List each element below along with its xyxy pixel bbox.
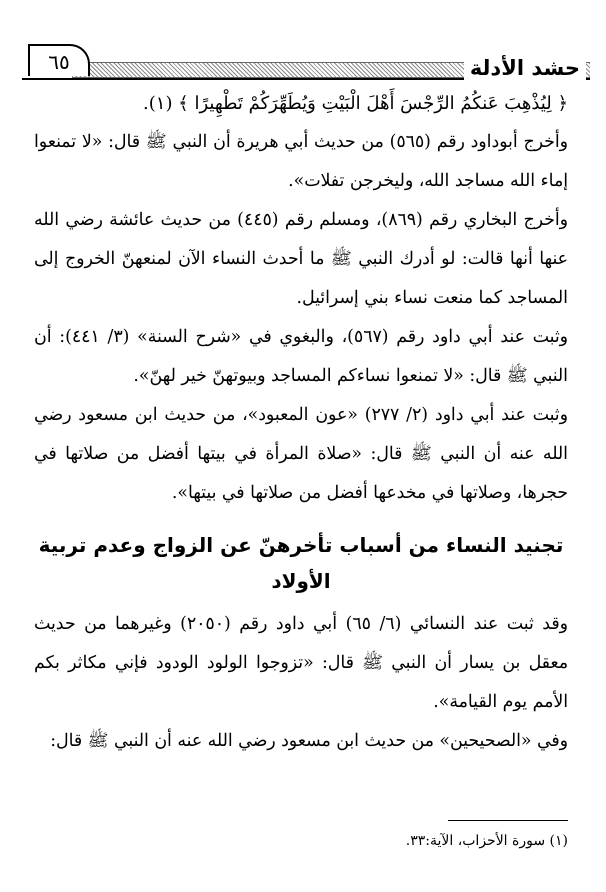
paragraph-bukhari-869: وأخرج البخاري رقم (٨٦٩)، ومسلم رقم (٤٤٥) من حديث عائشة رضي الله عنها أنها قالت: لو أدرك النبي ﷺ ما أحدث النساء الآن لمنعهنّ الخروج إلى المساجد كما منعت نساء بني إسرائيل. <box>34 210 568 308</box>
section-heading: تجنيد النساء من أسباب تأخرهنّ عن الزواج وعدم تربية الأولاد <box>38 533 564 593</box>
footnote: (١) سورة الأحزاب، الآية:٣٣. <box>405 833 568 849</box>
paragraph-abudawud-567: وثبت عند أبي داود رقم (٥٦٧)، والبغوي في «شرح السنة» (٣/ ٤٤١): أن النبي ﷺ قال: «لا تمنعوا نساءكم المساجد وبيوتهنّ خير لهنّ». <box>34 327 568 386</box>
quran-verse: ﴿ لِيُذْهِبَ عَنكُمُ الرِّجْسَ أَهْلَ الْبَيْتِ وَيُطَهِّرَكُمْ تَطْهِيرًا ﴾ (١). <box>143 93 568 114</box>
main-text <box>34 84 568 761</box>
paragraph-nasai: وقد ثبت عند النسائي (٦/ ٦٥) أبي داود رقم (٢٠٥٠) وغيرهما من حديث معقل بن يسار أن النبي ﷺ قال: «تزوجوا الولود الودود فإني مكاثر بكم الأمم يوم القيامة». <box>34 614 568 712</box>
running-title: حشد الأدلة <box>464 54 586 82</box>
paragraph-abudawud-565: وأخرج أبوداود رقم (٥٦٥) من حديث أبي هريرة أن النبي ﷺ قال: «لا تمنعوا إماء الله مساجد الله، وليخرجن تفلات». <box>34 132 568 191</box>
paragraph-sahihain: وفي «الصحيحين» من حديث ابن مسعود رضي الله عنه أن النبي ﷺ قال: <box>50 731 568 751</box>
footnote-rule <box>448 820 568 821</box>
page-number: ٦٥ <box>28 44 90 76</box>
paragraph-abudawud-awn: وثبت عند أبي داود (٢/ ٢٧٧) «عون المعبود»، من حديث ابن مسعود رضي الله عنه أن النبي ﷺ قال: «صلاة المرأة في بيتها أفضل من صلاتها في حجرها، وصلاتها في مخدعها أفضل من صلاتها في بيتها». <box>34 405 568 503</box>
page-header <box>22 44 590 84</box>
